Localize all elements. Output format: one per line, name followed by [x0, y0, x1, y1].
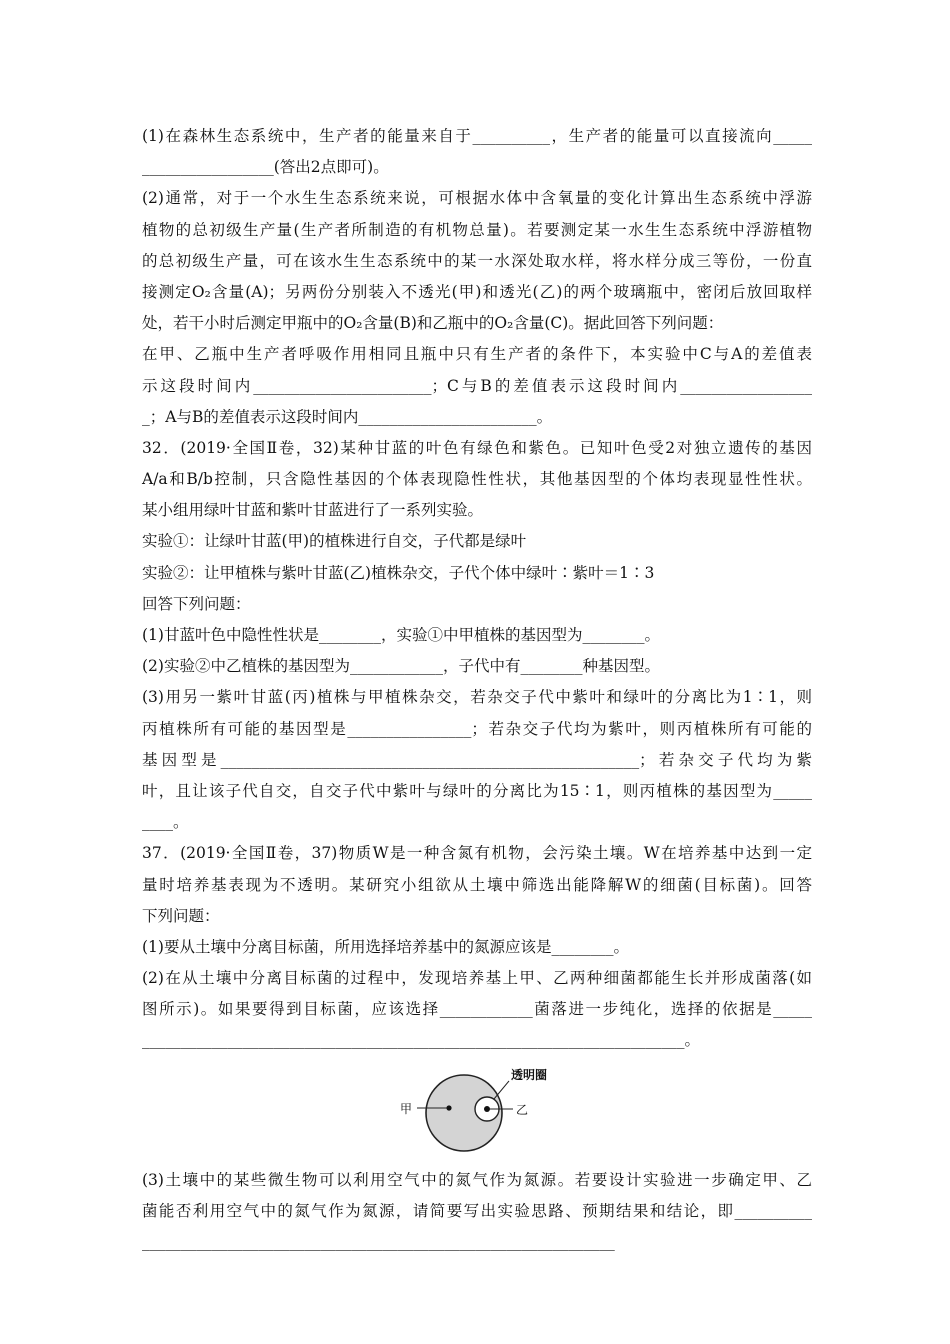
text-line: _；A与B的差值表示这段时间内_______________________。 — [142, 407, 553, 426]
text-line: 接测定O₂含量(A)；另两份分别装入不透光(甲)和透光(乙)的两个玻璃瓶中，密闭后放回取样 — [142, 282, 812, 301]
text-line: (1)甘蓝叶色中隐性性状是________，实验①中甲植株的基因型为________。 — [142, 626, 660, 644]
text-line: 下列问题： — [142, 906, 220, 925]
question-37 — [142, 838, 812, 1258]
text-line: 菌能否利用空气中的氮气作为氮源，请简要写出实验思路、预期结果和结论，即__________ — [142, 1201, 812, 1220]
question-32 — [142, 433, 812, 838]
label-yi: 乙 — [516, 1102, 529, 1117]
question-ecosystem-energy — [142, 121, 812, 433]
document-page — [142, 121, 812, 1258]
label-jia: 甲 — [400, 1101, 413, 1116]
text-line: (2)在从土壤中分离目标菌的过程中，发现培养基上甲、乙两种细菌都能生长并形成菌落(如 — [142, 969, 812, 988]
text-line: (3)用另一紫叶甘蓝(丙)植株与甲植株杂交，若杂交子代中紫叶和绿叶的分离比为1∶1，则 — [142, 688, 812, 707]
leader-line-halo — [494, 1081, 509, 1099]
text-line: 某小组用绿叶甘蓝和紫叶甘蓝进行了一系列实验。 — [142, 501, 484, 520]
text-line: 实验①：让绿叶甘蓝(甲)的植株进行自交，子代都是绿叶 — [142, 532, 527, 551]
question-title: 32．(2019·全国Ⅱ卷，32)某种甘蓝的叶色有绿色和紫色。已知叶色受2对独立遗传的基因 — [142, 438, 812, 457]
text-line: _____________________________________________________________ — [142, 1233, 615, 1251]
text-line: (3)土壤中的某些微生物可以利用空气中的氮气作为氮源。若要设计实验进一步确定甲、乙 — [142, 1170, 812, 1189]
text-line: 的总初级生产量，可在该水生生态系统中的某一水深处取水样，将水样分成三等份，一份直 — [142, 251, 812, 270]
text-line: 回答下列问题： — [142, 594, 251, 613]
text-line: 基因型是______________________________________________________；若杂交子代均为紫 — [142, 750, 812, 769]
text-line: 叶，且让该子代自交，自交子代中紫叶与绿叶的分离比为15∶1，则丙植株的基因型为_____ — [142, 781, 812, 800]
text-line: 植物的总初级生产量(生产者所制造的有机物总量)。若要测定某一水生生态系统中浮游植物 — [142, 220, 812, 239]
colony-jia — [446, 1105, 451, 1110]
text-line: 处，若干小时后测定甲瓶中的O₂含量(B)和乙瓶中的O₂含量(C)。据此回答下列问题： — [142, 314, 724, 333]
colony-yi — [484, 1106, 490, 1112]
text-line: 示这段时间内_______________________；C与B的差值表示这段时间内_________________ — [142, 376, 812, 395]
text-line: A/a和B/b控制，只含隐性基因的个体表现隐性性状，其他基因型的个体均表现显性性状。 — [142, 470, 812, 489]
question-title: 37．(2019·全国Ⅱ卷，37)物质W是一种含氮有机物，会污染土壤。W在培养基中达到一定 — [142, 844, 812, 863]
label-clear-zone: 透明圈 — [511, 1067, 548, 1082]
text-line: _________________(答出2点即可)。 — [142, 158, 389, 177]
text-line: ____。 — [142, 813, 189, 832]
text-line: (1)要从土壤中分离目标菌，所用选择培养基中的氮源应该是________。 — [142, 937, 629, 956]
text-line: (1)在森林生态系统中，生产者的能量来自于__________，生产者的能量可以直接流向_____ — [142, 127, 812, 145]
text-line: 实验②：让甲植株与紫叶甘蓝(乙)植株杂交，子代个体中绿叶∶紫叶＝1∶3 — [142, 563, 655, 582]
text-line: 图所示)。如果要得到目标菌，应该选择____________菌落进一步纯化，选择的依据是_____ — [142, 1000, 812, 1019]
text-line: (2)通常，对于一个水生生态系统来说，可根据水体中含氧量的变化计算出生态系统中浮游 — [142, 189, 812, 208]
text-line: (2)实验②中乙植株的基因型为____________，子代中有________种基因型。 — [142, 657, 660, 676]
culture-plate-figure — [142, 1059, 812, 1163]
text-line: ______________________________________________________________________。 — [142, 1031, 701, 1050]
text-line: 在甲、乙瓶中生产者呼吸作用相同且瓶中只有生产者的条件下，本实验中C与A的差值表 — [142, 345, 812, 364]
text-line: 丙植株所有可能的基因型是________________；若杂交子代均为紫叶，则丙植株所有可能的 — [142, 719, 812, 738]
text-line: 量时培养基表现为不透明。某研究小组欲从土壤中筛选出能降解W的细菌(目标菌)。回答 — [142, 875, 812, 894]
culture-plate-diagram — [142, 1059, 812, 1163]
